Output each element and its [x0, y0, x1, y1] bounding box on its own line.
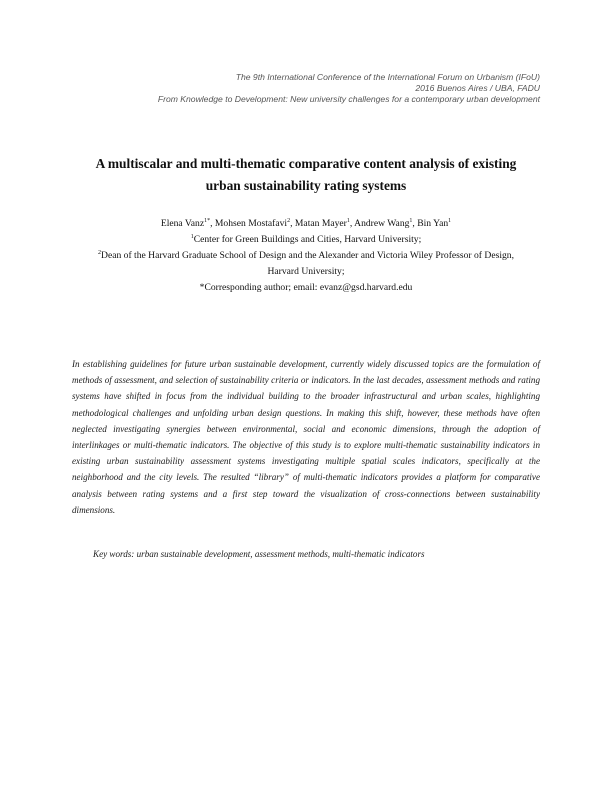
affiliation-2-marker: 2: [98, 249, 102, 256]
affiliation-2-continued: Harvard University;: [267, 266, 345, 277]
affiliation-2: [60, 248, 552, 264]
conference-location: 2016 Buenos Aires / UBA, FADU: [415, 83, 540, 93]
author-block: [60, 216, 552, 296]
author-name: Mohsen Mostafavi: [214, 218, 288, 229]
affiliation-1-marker: 1: [190, 233, 194, 240]
author-affiliation-marker: 1: [346, 217, 350, 224]
affiliation-1-text: Center for Green Buildings and Cities, Harvard University;: [193, 234, 422, 245]
author-separator: ,: [210, 218, 215, 229]
author-affiliation-marker: 1*: [204, 217, 211, 224]
author-affiliation-marker: 2: [287, 217, 291, 224]
conference-theme: From Knowledge to Development: New university challenges for a contemporary urban development: [157, 94, 540, 104]
corresponding-author: *Corresponding author; email: evanz@gsd.harvard.edu: [199, 282, 413, 293]
author-affiliation-marker: 1: [409, 217, 413, 224]
author-separator: ,: [349, 218, 355, 229]
author-name: Matan Mayer: [294, 218, 347, 229]
paper-title-line-2: urban sustainability rating systems: [205, 178, 407, 193]
author-separator: ,: [290, 218, 295, 229]
abstract: In establishing guidelines for future urban sustainable development, currently widely discussed topics are the formulation of methods of assessment, and selection of sustainability criteria or indicators. In the last decades, assessment methods and rating systems have shifted in focus from the individual building to the broader infrastructural and urban scales, highlighting methodological challenges and unfolding urban design questions. In making this shift, however, these methods have often neglected investigating synergies between environmental, social and economic dimensions, through the adoption of interlinkages or multi-thematic indicators. The objective of this study is to explore multi-thematic sustainability indicators in existing urban sustainability assessment systems investigating multiple spatial scales indicators, specifically at the neighborhood and the city levels. The resulted “library” of multi-thematic indicators provides a platform for comparative analysis between rating systems and a first step toward the visualization of cross-connections between sustainability dimensions.: [72, 359, 540, 515]
conference-name: The 9th International Conference of the International Forum on Urbanism (IFoU): [235, 72, 540, 82]
paper-title: [60, 153, 552, 197]
paper-title-line-1: A multiscalar and multi-thematic comparative content analysis of existing: [95, 156, 517, 171]
affiliation-2-text: Dean of the Harvard Graduate School of Design and the Alexander and Victoria Wiley Professor of Design,: [101, 250, 514, 261]
author-name: Bin Yan: [417, 218, 449, 229]
author-name: Andrew Wang: [354, 218, 410, 229]
affiliation-1: [60, 232, 552, 248]
author-name: Elena Vanz: [160, 218, 205, 229]
author-affiliation-marker: 1: [448, 217, 452, 224]
keywords: Key words: urban sustainable development, assessment methods, multi-thematic indicators: [93, 549, 425, 559]
author-separator: ,: [412, 218, 418, 229]
conference-header: [60, 72, 540, 105]
author-list: [60, 216, 552, 232]
